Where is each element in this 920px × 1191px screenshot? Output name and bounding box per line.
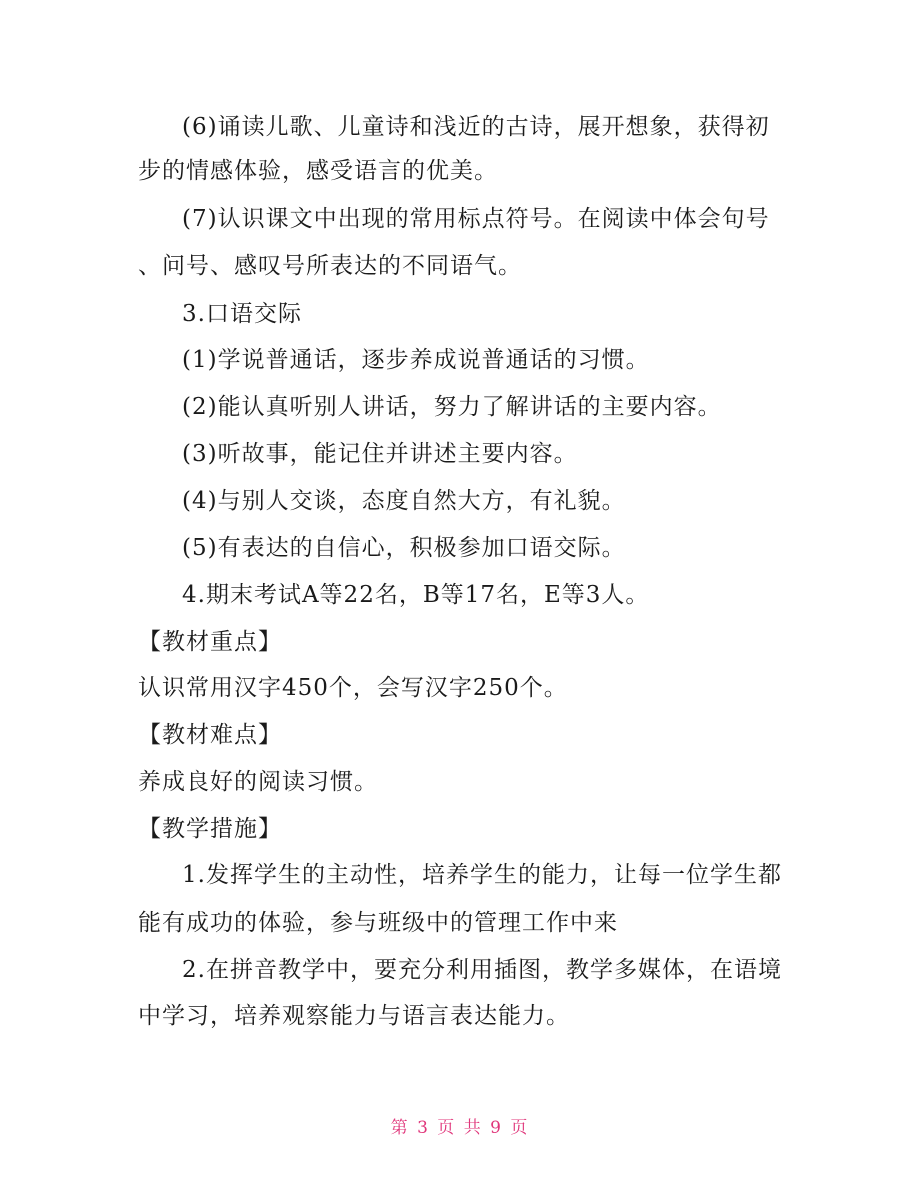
paragraph-line: 步的情感体验，感受语言的优美。	[138, 158, 498, 184]
paragraph-line: (4)与别人交谈，态度自然大方，有礼貌。	[182, 488, 626, 514]
paragraph-line: (3)听故事，能记住并讲述主要内容。	[182, 441, 578, 467]
paragraph-line: (6)诵读儿歌、儿童诗和浅近的古诗，展开想象，获得初	[182, 114, 770, 140]
section-heading: 【教学措施】	[138, 816, 282, 842]
paragraph-line: 认识常用汉字450个，会写汉字250个。	[138, 675, 568, 701]
paragraph-line: 养成良好的阅读习惯。	[138, 769, 378, 795]
paragraph-line: (7)认识课文中出现的常用标点符号。在阅读中体会句号	[182, 206, 770, 232]
paragraph-line: (1)学说普通话，逐步养成说普通话的习惯。	[182, 347, 650, 373]
section-heading: 【教材难点】	[138, 722, 282, 748]
paragraph-line: 2.在拼音教学中，要充分利用插图，教学多媒体，在语境	[182, 957, 782, 983]
paragraph-line: (2)能认真听别人讲话，努力了解讲话的主要内容。	[182, 394, 722, 420]
section-heading: 3.口语交际	[182, 301, 302, 327]
paragraph-line: 4.期末考试A等22名，B等17名，E等3人。	[182, 582, 650, 608]
section-heading: 【教材重点】	[138, 629, 282, 655]
page-number-footer: 第 3 页 共 9 页	[390, 1118, 530, 1138]
paragraph-line: (5)有表达的自信心，积极参加口语交际。	[182, 535, 626, 561]
paragraph-line: 1.发挥学生的主动性，培养学生的能力，让每一位学生都	[182, 862, 782, 888]
paragraph-line: 、问号、感叹号所表达的不同语气。	[138, 253, 522, 279]
paragraph-line: 中学习，培养观察能力与语言表达能力。	[138, 1003, 570, 1029]
paragraph-line: 能有成功的体验，参与班级中的管理工作中来	[138, 910, 618, 936]
